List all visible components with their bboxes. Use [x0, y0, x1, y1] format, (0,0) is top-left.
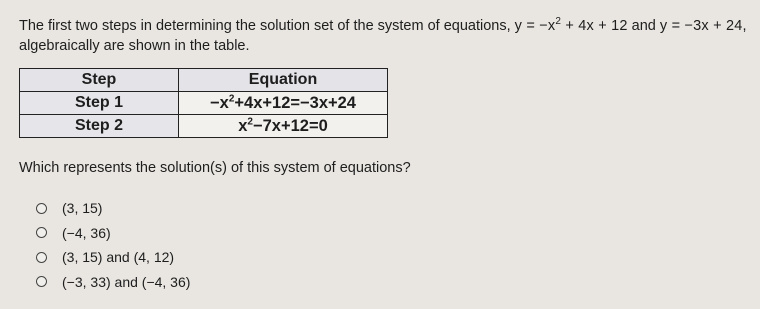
radio-button[interactable]	[36, 276, 47, 287]
answer-option[interactable]	[36, 270, 190, 295]
step-label: Step 1	[20, 92, 179, 115]
steps-table	[19, 68, 388, 138]
table-row	[20, 115, 388, 138]
equation-1: $y = -x^2 + 4x + 12$	[514, 16, 628, 34]
header-step: Step	[20, 69, 179, 92]
answer-options	[36, 196, 190, 294]
radio-button[interactable]	[36, 227, 47, 238]
prompt-text-end: algebraically are shown in the table.	[19, 38, 250, 54]
option-label: (3, 15) and (4, 12)	[62, 249, 175, 266]
table-header-row	[20, 69, 388, 92]
answer-option[interactable]	[36, 245, 190, 270]
step-equation: $x^2-7x+12=0$	[179, 115, 388, 138]
prompt-text-start: The first two steps in determining the solution set of the system of equations,	[19, 18, 515, 34]
table-row	[20, 92, 388, 115]
radio-button[interactable]	[36, 252, 47, 263]
question-prompt	[19, 16, 754, 56]
option-label: (−4, 36)	[62, 224, 111, 241]
question-text: Which represents the solution(s) of this system of equations?	[19, 160, 411, 176]
option-label: (3, 15)	[62, 200, 103, 217]
answer-option[interactable]	[36, 221, 190, 246]
prompt-joiner: and	[627, 18, 660, 34]
step-label: Step 2	[20, 115, 179, 138]
header-equation: Equation	[179, 69, 388, 92]
answer-option[interactable]	[36, 196, 190, 221]
radio-button[interactable]	[36, 203, 47, 214]
equation-2: y = −3x + 24,	[659, 18, 747, 34]
step-equation: $-x^2+4x+12=-3x+24$	[179, 92, 388, 115]
option-label: (−3, 33) and (−4, 36)	[62, 273, 191, 290]
